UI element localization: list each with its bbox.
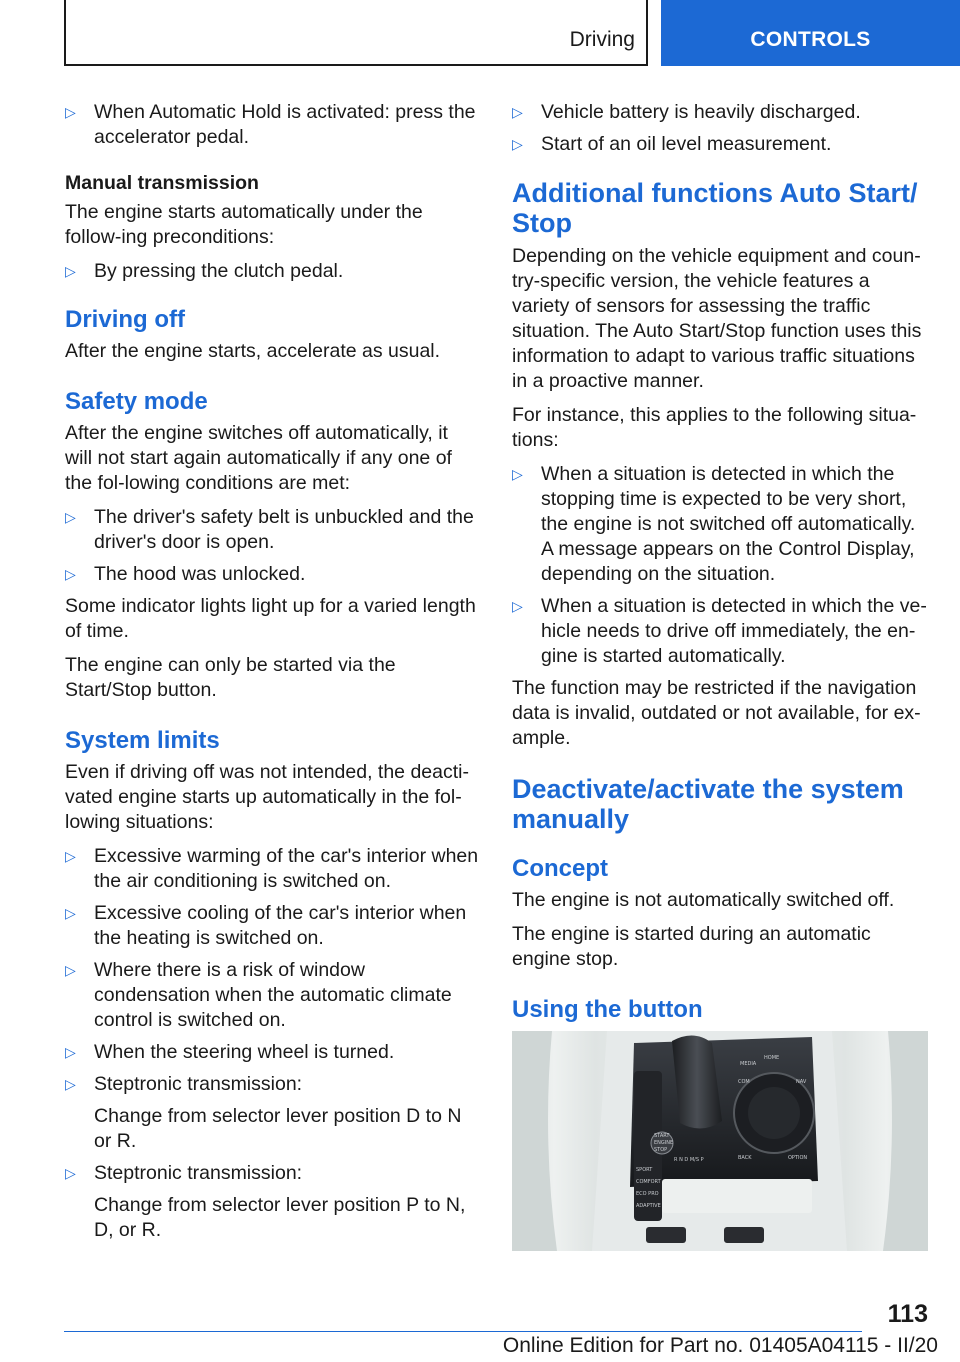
- bullet-list: [65, 259, 480, 284]
- page-number: 113: [887, 1300, 928, 1328]
- list-item: ▷ When a situation is detected in which the stopping time is expected to be very short, the engine is not switched off automatically. A message appears on the Control Display, depending on the situation.: [512, 463, 916, 585]
- paragraph: After the engine starts, accelerate as usual.: [65, 340, 441, 362]
- list-item: ▷ Steptronic transmission: Change from selector lever position D to N or R.: [65, 1072, 480, 1154]
- triangle-bullet-icon: ▷: [512, 598, 523, 614]
- list-item: ▷ By pressing the clutch pedal.: [65, 260, 344, 282]
- list-item: ▷ When the steering wheel is turned.: [65, 1041, 395, 1063]
- right-column: [512, 100, 930, 1251]
- heading-using-the-button: Using the button: [512, 996, 703, 1023]
- photo-label-back: BACK: [738, 1155, 752, 1161]
- triangle-bullet-icon: ▷: [65, 1044, 76, 1060]
- subheading-manual-transmission: Manual transmission: [65, 172, 259, 194]
- triangle-bullet-icon: ▷: [65, 509, 76, 525]
- list-item: ▷ The driver's safety belt is unbuckled and the driver's door is open.: [65, 506, 474, 553]
- list-item: ▷ Start of an oil level measurement.: [512, 133, 832, 155]
- list-item: ▷ The hood was unlocked.: [65, 563, 306, 585]
- triangle-bullet-icon: ▷: [65, 905, 76, 921]
- mode-tray: [662, 1179, 812, 1213]
- list-item: ▷ Steptronic transmission: Change from selector lever position P to N, D, or R.: [65, 1161, 480, 1243]
- triangle-bullet-icon: ▷: [65, 104, 76, 120]
- photo-label-gears: R N D M/S P: [674, 1157, 704, 1163]
- auto-hold-button: [724, 1227, 764, 1243]
- bullet-list: [512, 462, 930, 669]
- paragraph: Depending on the vehicle equipment and coun‐try-specific version, the vehicle features a variety of sensors for assessing the traffic situation. The Auto Start/Stop function uses this information to adapt to various traffic situations in a proactive manner.: [512, 245, 922, 392]
- triangle-bullet-icon: ▷: [512, 104, 523, 120]
- paragraph: For instance, this applies to the following situa‐tions:: [512, 404, 917, 451]
- header-chapter-label: CONTROLS: [750, 28, 871, 51]
- heading-driving-off: Driving off: [65, 306, 185, 333]
- paragraph: Even if driving off was not intended, the deacti‐vated engine starts up automatically in the fol‐lowing situations:: [65, 761, 469, 833]
- parking-brake-button: [646, 1227, 686, 1243]
- left-seat-edge: [512, 1031, 557, 1251]
- heading-additional-functions: Additional functions Auto Start/ Stop: [512, 178, 918, 238]
- header-chapter-tab: [661, 0, 960, 66]
- photo-label-comfort: COMFORT: [636, 1179, 661, 1185]
- heading-system-limits: System limits: [65, 727, 220, 754]
- list-item: ▷ When Automatic Hold is activated: press the accelerator pedal.: [65, 101, 476, 148]
- paragraph: The engine starts automatically under the follow‐ing preconditions:: [65, 201, 423, 248]
- header-right-edge: [646, 0, 648, 66]
- heading-deactivate-activate: Deactivate/activate the system manually: [512, 774, 904, 834]
- triangle-bullet-icon: ▷: [65, 962, 76, 978]
- triangle-bullet-icon: ▷: [65, 1165, 76, 1181]
- photo-label-start: START: [654, 1133, 670, 1139]
- header-left-edge: [64, 0, 66, 66]
- photo-label-com: COM: [738, 1079, 750, 1085]
- photo-label-home: HOME: [764, 1055, 780, 1061]
- paragraph: The engine is not automatically switched off.: [512, 889, 895, 911]
- bullet-list: [512, 100, 930, 157]
- photo-label-engine: ENGINE: [654, 1140, 674, 1146]
- photo-label-eco: ECO PRO: [636, 1191, 659, 1197]
- paragraph: Some indicator lights light up for a varied length of time.: [65, 595, 476, 642]
- triangle-bullet-icon: ▷: [65, 566, 76, 582]
- right-seat-edge: [883, 1031, 928, 1251]
- left-column: [65, 100, 480, 1250]
- header-section-title: Driving: [569, 28, 635, 51]
- photo-label-option: OPTION: [788, 1155, 808, 1161]
- controller-knob-center: [748, 1087, 800, 1139]
- photo-label-media: MEDIA: [740, 1061, 757, 1067]
- paragraph: The engine can only be started via the Start/Stop button.: [65, 654, 396, 701]
- list-item-detail: Change from selector lever position P to N, D, or R.: [94, 1194, 466, 1241]
- footer-rule: [64, 1331, 862, 1332]
- triangle-bullet-icon: ▷: [65, 848, 76, 864]
- list-item: ▷ When a situation is detected in which the ve‐hicle needs to drive off immediately, the en‐gine is started automatically.: [512, 595, 927, 667]
- list-item: ▷ Excessive warming of the car's interior when the air conditioning is switched on.: [65, 845, 479, 892]
- triangle-bullet-icon: ▷: [512, 136, 523, 152]
- bullet-list: [65, 844, 480, 1243]
- photo-label-nav: NAV: [796, 1079, 807, 1085]
- photo-label-stop: STOP: [654, 1147, 668, 1153]
- photo-label-sport: SPORT: [636, 1167, 653, 1173]
- list-item: ▷ Vehicle battery is heavily discharged.: [512, 101, 861, 123]
- triangle-bullet-icon: ▷: [65, 1076, 76, 1092]
- list-item-detail: Change from selector lever position D to N or R.: [94, 1105, 462, 1152]
- center-console-photo: [512, 1031, 928, 1251]
- center-console-illustration: [512, 1031, 928, 1251]
- footer-edition-text: Online Edition for Part no. 01405A04115 - II/20: [502, 1334, 938, 1357]
- paragraph: After the engine switches off automatically, it will not start again automatically if any one of the fol‐lowing conditions are met:: [65, 422, 452, 494]
- heading-concept: Concept: [512, 855, 608, 882]
- list-item: ▷ Where there is a risk of window condensation when the automatic climate control is switched on.: [65, 959, 452, 1031]
- paragraph: The function may be restricted if the navigation data is invalid, outdated or not available, for ex‐ample.: [512, 677, 921, 749]
- bullet-list: [65, 505, 480, 587]
- paragraph: The engine is started during an automatic engine stop.: [512, 923, 871, 970]
- heading-safety-mode: Safety mode: [65, 388, 208, 415]
- triangle-bullet-icon: ▷: [65, 263, 76, 279]
- bullet-list: [65, 100, 480, 150]
- triangle-bullet-icon: ▷: [512, 466, 523, 482]
- header-rule: [64, 64, 648, 66]
- photo-label-adaptive: ADAPTIVE: [636, 1203, 661, 1209]
- list-item: ▷ Excessive cooling of the car's interior when the heating is switched on.: [65, 902, 467, 949]
